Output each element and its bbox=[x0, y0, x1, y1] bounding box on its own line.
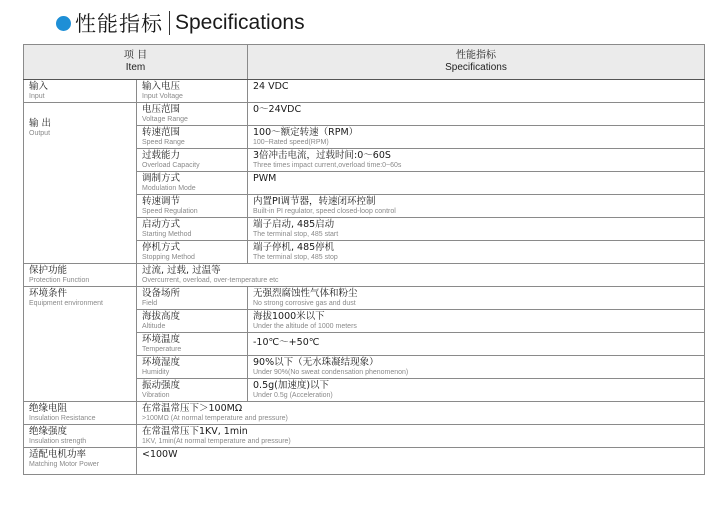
group-environment: 环境条件 Equipment environment bbox=[24, 287, 137, 402]
item-cell: 启动方式 Starting Method bbox=[137, 218, 248, 241]
table-row bbox=[24, 425, 705, 448]
item-cell: 海拔高度 Altitude bbox=[137, 310, 248, 333]
spec-cell: 0～24VDC bbox=[248, 103, 705, 126]
item-cell: 电压范围 Voltage Range bbox=[137, 103, 248, 126]
spec-cell: <100W bbox=[137, 448, 705, 475]
item-cell: 振动强度 Vibration bbox=[137, 379, 248, 402]
spec-cell: 3倍冲击电流，过载时间:0～60S Three times impact current,overload time:0~60s bbox=[248, 149, 705, 172]
title-divider bbox=[169, 11, 170, 35]
group-input: 输入 Input bbox=[24, 80, 137, 103]
spec-cell: PWM bbox=[248, 172, 705, 195]
spec-cell: 100～额定转速（RPM） 100~Rated speed(RPM) bbox=[248, 126, 705, 149]
group-output: 输 出 Output bbox=[24, 103, 137, 264]
table-row bbox=[24, 287, 705, 310]
table-header-row bbox=[24, 45, 705, 80]
spec-cell: 海拔1000米以下 Under the altitude of 1000 meters bbox=[248, 310, 705, 333]
spec-cell: 在常温常压下1KV, 1min 1KV, 1min(At normal temperature and pressure) bbox=[137, 425, 705, 448]
group-motor-power: 适配电机功率 Matching Motor Power bbox=[24, 448, 137, 475]
spec-cell: 0.5g(加速度)以下 Under 0.5g (Acceleration) bbox=[248, 379, 705, 402]
spec-cell: 无强烈腐蚀性气体和粉尘 No strong corrosive gas and dust bbox=[248, 287, 705, 310]
title-cn: 性能指标 bbox=[75, 12, 163, 36]
item-cell: 调制方式 Modulation Mode bbox=[137, 172, 248, 195]
bullet-dot-icon bbox=[56, 16, 71, 31]
spec-cell: 端子启动, 485启动 The terminal stop, 485 start bbox=[248, 218, 705, 241]
spec-cell: 24 VDC bbox=[248, 80, 705, 103]
spec-cell: 在常温常压下＞100MΩ >100MΩ (At normal temperature and pressure) bbox=[137, 402, 705, 425]
table-row bbox=[24, 80, 705, 103]
spec-cell: 内置PI调节器，转速闭环控制 Built-in PI regulator, speed closed-loop control bbox=[248, 195, 705, 218]
spec-cell: 过流, 过载, 过温等 Overcurrent, overload, over-temperature etc bbox=[137, 264, 705, 287]
title-en: Specifications bbox=[175, 11, 305, 34]
table-row bbox=[24, 402, 705, 425]
item-cell: 环境湿度 Humidity bbox=[137, 356, 248, 379]
table-row bbox=[24, 103, 705, 126]
section-title bbox=[56, 6, 305, 40]
table-row bbox=[24, 448, 705, 475]
item-cell: 环境温度 Temperature bbox=[137, 333, 248, 356]
spec-cell: 90%以下（无水珠凝结现象） Under 90%(No sweat condensation phenomenon) bbox=[248, 356, 705, 379]
spec-cell: -10℃～+50℃ bbox=[248, 333, 705, 356]
table-row bbox=[24, 264, 705, 287]
header-item: 项 目 Item bbox=[24, 45, 248, 80]
header-specifications: 性能指标 Specifications bbox=[248, 45, 705, 80]
specifications-table bbox=[23, 44, 705, 475]
item-cell: 转速调节 Speed Regulation bbox=[137, 195, 248, 218]
group-insulation-resistance: 绝缘电阻 Insulation Resistance bbox=[24, 402, 137, 425]
group-insulation-strength: 绝缘强度 Insulation strength bbox=[24, 425, 137, 448]
spec-cell: 端子停机, 485停机 The terminal stop, 485 stop bbox=[248, 241, 705, 264]
item-cell: 输入电压 Input Voltage bbox=[137, 80, 248, 103]
item-cell: 过载能力 Overload Capacity bbox=[137, 149, 248, 172]
item-cell: 设备场所 Field bbox=[137, 287, 248, 310]
item-cell: 停机方式 Stopping Method bbox=[137, 241, 248, 264]
group-protection: 保护功能 Protection Function bbox=[24, 264, 137, 287]
item-cell: 转速范围 Speed Range bbox=[137, 126, 248, 149]
